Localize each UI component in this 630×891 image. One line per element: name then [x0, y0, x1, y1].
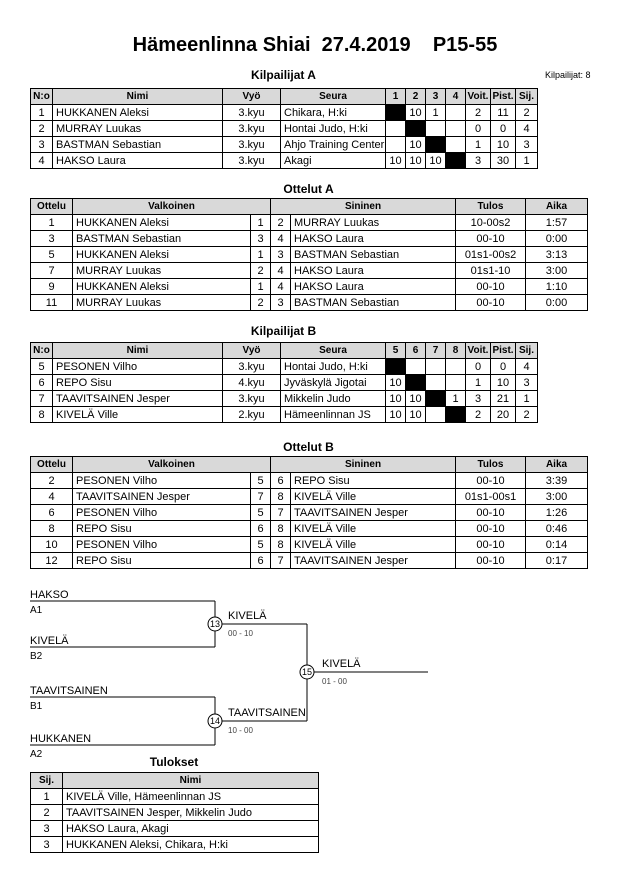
cell [386, 121, 406, 137]
cell [446, 121, 466, 137]
cell: 10 [491, 137, 516, 153]
cell: PESONEN Vilho [73, 473, 251, 489]
page-title: Hämeenlinna Shiai 27.4.2019 P15-55 [132, 34, 498, 56]
column-header: Sininen [271, 199, 456, 215]
bracket-player-name: HUKKANEN [30, 733, 92, 745]
match-number: 14 [209, 716, 221, 726]
cell: Jyväskylä Jigotai [281, 375, 386, 391]
cell: 8 [31, 407, 53, 423]
cell: 4 [271, 263, 291, 279]
column-header: 1 [386, 89, 406, 105]
table-row [31, 247, 588, 263]
table-row [31, 279, 588, 295]
cell: PESONEN Vilho [73, 537, 251, 553]
cell: BASTMAN Sebastian [291, 295, 456, 311]
cell: 3.kyu [223, 359, 281, 375]
cell: TAAVITSAINEN Jesper, Mikkelin Judo [63, 805, 319, 821]
cell: 5 [31, 247, 73, 263]
cell: 4.kyu [223, 375, 281, 391]
cell: 10 [406, 105, 426, 121]
cell: 3.kyu [223, 105, 281, 121]
cell: KIVELÄ Ville [291, 489, 456, 505]
cell: 7 [251, 489, 271, 505]
table-row [31, 407, 538, 423]
cell: 8 [271, 489, 291, 505]
column-header: Valkoinen [73, 199, 271, 215]
cell: 2 [31, 805, 63, 821]
table-row [31, 105, 538, 121]
cell: 3 [31, 137, 53, 153]
cell: HAKSO Laura, Akagi [63, 821, 319, 837]
cell: 01s1-00s1 [456, 489, 526, 505]
self-cell [446, 153, 466, 169]
self-cell [406, 375, 426, 391]
column-header: Sij. [516, 89, 538, 105]
bracket-winner-name: KIVELÄ [228, 610, 267, 622]
self-cell [426, 391, 446, 407]
cell: 4 [516, 359, 538, 375]
cell: 00-10 [456, 231, 526, 247]
cell: 10 [491, 375, 516, 391]
cell: 1 [251, 215, 271, 231]
cell: REPO Sisu [291, 473, 456, 489]
cell [426, 121, 446, 137]
cell: 3 [31, 231, 73, 247]
cell: BASTMAN Sebastian [291, 247, 456, 263]
cell: 10 [406, 137, 426, 153]
table-row [31, 537, 588, 553]
match-number: 13 [209, 619, 221, 629]
cell: HUKKANEN Aleksi [73, 215, 251, 231]
cell: 1 [516, 391, 538, 407]
cell: 3:00 [526, 489, 588, 505]
cell: 1 [31, 789, 63, 805]
column-header: 5 [386, 343, 406, 359]
cell: 1 [446, 391, 466, 407]
table-row [31, 553, 588, 569]
cell: 5 [251, 505, 271, 521]
cell: BASTMAN Sebastian [53, 137, 223, 153]
final-bracket [0, 580, 630, 765]
self-cell [406, 121, 426, 137]
column-header: Ottelu [31, 457, 73, 473]
column-header: Sininen [271, 457, 456, 473]
matches-b-title: Ottelut B [283, 440, 334, 454]
cell: HAKSO Laura [53, 153, 223, 169]
table-row [31, 121, 538, 137]
cell: 2 [31, 473, 73, 489]
cell: 0:00 [526, 295, 588, 311]
cell [446, 105, 466, 121]
cell: 8 [31, 521, 73, 537]
cell: 10 [31, 537, 73, 553]
cell: 1 [251, 247, 271, 263]
cell: 2 [516, 105, 538, 121]
cell: 1:57 [526, 215, 588, 231]
self-cell [386, 105, 406, 121]
cell: KIVELÄ Ville [291, 537, 456, 553]
table-row [31, 821, 319, 837]
cell: 3 [516, 375, 538, 391]
cell: 1 [516, 153, 538, 169]
cell: HAKSO Laura [291, 263, 456, 279]
cell: 2 [466, 407, 491, 423]
column-header: Nimi [53, 89, 223, 105]
cell: 7 [271, 553, 291, 569]
cell [446, 359, 466, 375]
cell: 1:10 [526, 279, 588, 295]
cell: HUKKANEN Aleksi [73, 279, 251, 295]
cell: TAAVITSAINEN Jesper [291, 505, 456, 521]
table-row [31, 375, 538, 391]
cell: 6 [271, 473, 291, 489]
bracket-seed: B1 [30, 701, 43, 712]
pool-b-table [30, 342, 538, 423]
cell: HAKSO Laura [291, 279, 456, 295]
cell: 3 [31, 821, 63, 837]
cell: 4 [31, 489, 73, 505]
cell: 10 [406, 153, 426, 169]
cell: 8 [271, 521, 291, 537]
bracket-score: 10 - 00 [228, 726, 253, 735]
cell: 10 [406, 407, 426, 423]
cell: 01s1-00s2 [456, 247, 526, 263]
cell: TAAVITSAINEN Jesper [53, 391, 223, 407]
cell: REPO Sisu [53, 375, 223, 391]
matches-a-title: Ottelut A [283, 182, 334, 196]
cell: TAAVITSAINEN Jesper [73, 489, 251, 505]
header-row [31, 457, 588, 473]
cell: 0:00 [526, 231, 588, 247]
self-cell [446, 407, 466, 423]
table-row [31, 837, 319, 853]
column-header: Seura [281, 343, 386, 359]
cell: BASTMAN Sebastian [73, 231, 251, 247]
cell: 12 [31, 553, 73, 569]
cell: 20 [491, 407, 516, 423]
table-row [31, 137, 538, 153]
cell: 10 [386, 153, 406, 169]
cell: 7 [31, 263, 73, 279]
cell: 6 [251, 553, 271, 569]
cell: 5 [251, 473, 271, 489]
table-row [31, 505, 588, 521]
cell: 0 [466, 121, 491, 137]
cell: HAKSO Laura [291, 231, 456, 247]
cell: 1 [466, 137, 491, 153]
cell: 2 [516, 407, 538, 423]
cell: 0:17 [526, 553, 588, 569]
header-row [31, 773, 319, 789]
table-row [31, 231, 588, 247]
cell: 0:46 [526, 521, 588, 537]
cell: 3 [516, 137, 538, 153]
cell: 5 [31, 359, 53, 375]
column-header: 2 [406, 89, 426, 105]
cell: 3:39 [526, 473, 588, 489]
cell [406, 359, 426, 375]
cell: 0 [491, 359, 516, 375]
cell [426, 407, 446, 423]
cell: 3 [271, 247, 291, 263]
cell: 3.kyu [223, 153, 281, 169]
bracket-player-name: KIVELÄ [30, 635, 69, 647]
match-number: 15 [301, 667, 313, 677]
cell: 2 [466, 105, 491, 121]
cell: 3.kyu [223, 391, 281, 407]
cell: Mikkelin Judo [281, 391, 386, 407]
table-row [31, 391, 538, 407]
column-header: Voit. [466, 343, 491, 359]
cell: 0 [491, 121, 516, 137]
column-header: 6 [406, 343, 426, 359]
column-header: Valkoinen [73, 457, 271, 473]
cell: 1 [251, 279, 271, 295]
cell: 7 [31, 391, 53, 407]
bracket-seed: A1 [30, 605, 43, 616]
pool-b-title: Kilpailijat B [250, 324, 317, 338]
cell: 7 [271, 505, 291, 521]
self-cell [426, 137, 446, 153]
bracket-winner-name: TAAVITSAINEN [228, 707, 306, 719]
competitors-count: Kilpailijat: 8 [545, 70, 591, 80]
cell: Hontai Judo, H:ki [281, 121, 386, 137]
table-row [31, 295, 588, 311]
column-header: Nimi [53, 343, 223, 359]
cell: 1 [426, 105, 446, 121]
self-cell [386, 359, 406, 375]
cell: 10 [426, 153, 446, 169]
column-header: Tulos [456, 457, 526, 473]
cell [426, 359, 446, 375]
bracket-seed: A2 [30, 749, 43, 760]
table-row [31, 473, 588, 489]
cell: 10 [386, 407, 406, 423]
cell: KIVELÄ Ville [53, 407, 223, 423]
cell: 00-10 [456, 473, 526, 489]
cell: MURRAY Luukas [53, 121, 223, 137]
cell: 2 [271, 215, 291, 231]
cell: 10 [386, 391, 406, 407]
cell [446, 375, 466, 391]
cell: MURRAY Luukas [73, 295, 251, 311]
table-row [31, 263, 588, 279]
cell: 00-10 [456, 521, 526, 537]
cell: 00-10 [456, 505, 526, 521]
cell: 2 [31, 121, 53, 137]
table-row [31, 805, 319, 821]
cell: 1 [31, 215, 73, 231]
cell: 30 [491, 153, 516, 169]
cell: 0 [466, 359, 491, 375]
cell: 9 [31, 279, 73, 295]
cell: 1 [466, 375, 491, 391]
cell [386, 137, 406, 153]
bracket-seed: B2 [30, 651, 43, 662]
cell: MURRAY Luukas [291, 215, 456, 231]
cell: HUKKANEN Aleksi, Chikara, H:ki [63, 837, 319, 853]
matches-a-table [30, 198, 588, 311]
table-row [31, 153, 538, 169]
cell: 3 [271, 295, 291, 311]
column-header: 7 [426, 343, 446, 359]
cell: REPO Sisu [73, 521, 251, 537]
cell: 3 [251, 231, 271, 247]
cell: 10 [406, 391, 426, 407]
cell: 01s1-10 [456, 263, 526, 279]
column-header: Tulos [456, 199, 526, 215]
cell: HUKKANEN Aleksi [73, 247, 251, 263]
cell: 6 [31, 505, 73, 521]
results-table [30, 772, 319, 853]
column-header: Nimi [63, 773, 319, 789]
pool-a-title: Kilpailijat A [251, 68, 316, 82]
cell: 10 [386, 375, 406, 391]
cell: 4 [516, 121, 538, 137]
column-header: N:o [31, 343, 53, 359]
cell [446, 137, 466, 153]
bracket-score: 00 - 10 [228, 629, 253, 638]
column-header: Aika [526, 457, 588, 473]
column-header: Aika [526, 199, 588, 215]
cell: Hontai Judo, H:ki [281, 359, 386, 375]
cell: 10-00s2 [456, 215, 526, 231]
cell: Ahjo Training Center [281, 137, 386, 153]
cell: 0:14 [526, 537, 588, 553]
table-row [31, 521, 588, 537]
column-header: 4 [446, 89, 466, 105]
column-header: 8 [446, 343, 466, 359]
column-header: Seura [281, 89, 386, 105]
column-header: Voit. [466, 89, 491, 105]
cell: 1 [31, 105, 53, 121]
table-row [31, 359, 538, 375]
cell: HUKKANEN Aleksi [53, 105, 223, 121]
column-header: Vyö [223, 343, 281, 359]
cell: 4 [271, 279, 291, 295]
column-header: Pist. [491, 343, 516, 359]
cell: 6 [251, 521, 271, 537]
cell: 1:26 [526, 505, 588, 521]
header-row [31, 199, 588, 215]
cell: 6 [31, 375, 53, 391]
cell: 3.kyu [223, 121, 281, 137]
table-row [31, 215, 588, 231]
cell: KIVELÄ Ville, Hämeenlinnan JS [63, 789, 319, 805]
matches-b-table [30, 456, 588, 569]
table-row [31, 789, 319, 805]
cell: Chikara, H:ki [281, 105, 386, 121]
cell: PESONEN Vilho [73, 505, 251, 521]
header-row [31, 89, 538, 105]
cell: TAAVITSAINEN Jesper [291, 553, 456, 569]
pool-a-table [30, 88, 538, 169]
column-header: Ottelu [31, 199, 73, 215]
cell: 11 [31, 295, 73, 311]
cell: 4 [271, 231, 291, 247]
column-header: Sij. [31, 773, 63, 789]
bracket-winner-name: KIVELÄ [322, 658, 361, 670]
cell: 3.kyu [223, 137, 281, 153]
cell: 8 [271, 537, 291, 553]
cell: 3:00 [526, 263, 588, 279]
cell: 00-10 [456, 553, 526, 569]
cell: 2 [251, 263, 271, 279]
cell [426, 375, 446, 391]
cell: Akagi [281, 153, 386, 169]
results-title: Tulokset [149, 755, 199, 769]
bracket-player-name: TAAVITSAINEN [30, 685, 108, 697]
bracket-player-name: HAKSO [30, 589, 69, 601]
cell: 11 [491, 105, 516, 121]
table-row [31, 489, 588, 505]
column-header: Pist. [491, 89, 516, 105]
cell: MURRAY Luukas [73, 263, 251, 279]
column-header: Vyö [223, 89, 281, 105]
cell: 21 [491, 391, 516, 407]
column-header: 3 [426, 89, 446, 105]
cell: 3 [466, 153, 491, 169]
cell: 00-10 [456, 537, 526, 553]
cell: REPO Sisu [73, 553, 251, 569]
bracket-score: 01 - 00 [322, 677, 347, 686]
cell: KIVELÄ Ville [291, 521, 456, 537]
cell: 5 [251, 537, 271, 553]
cell: PESONEN Vilho [53, 359, 223, 375]
cell: 3 [31, 837, 63, 853]
cell: 3:13 [526, 247, 588, 263]
cell: 00-10 [456, 279, 526, 295]
cell: 3 [466, 391, 491, 407]
header-row [31, 343, 538, 359]
cell: 4 [31, 153, 53, 169]
column-header: N:o [31, 89, 53, 105]
column-header: Sij. [516, 343, 538, 359]
cell: 2 [251, 295, 271, 311]
cell: 00-10 [456, 295, 526, 311]
cell: Hämeenlinnan JS [281, 407, 386, 423]
cell: 2.kyu [223, 407, 281, 423]
